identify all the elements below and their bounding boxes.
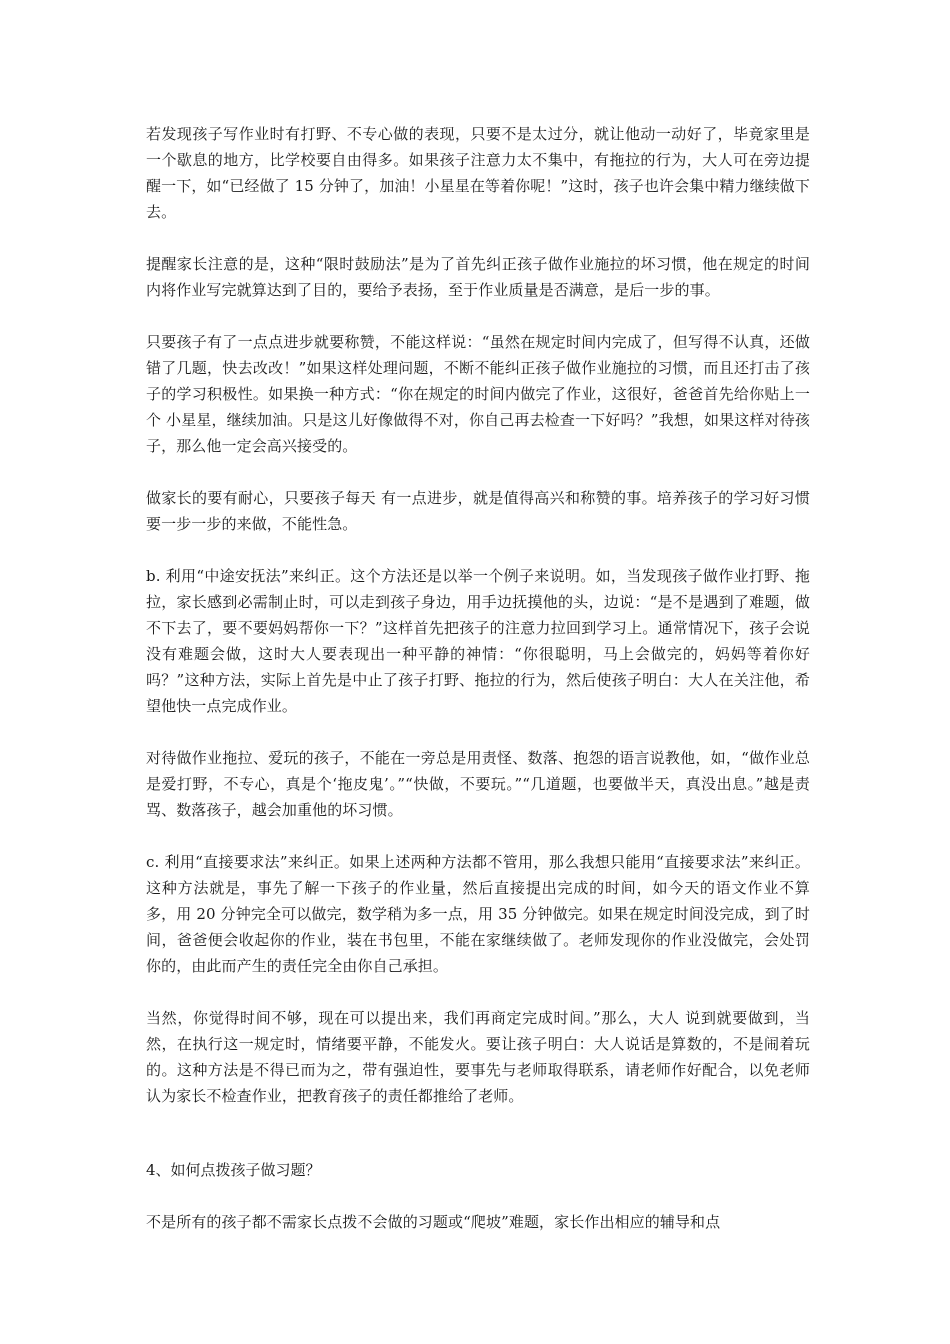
paragraph-gap [146,719,810,745]
paragraph-patience: 做家长的要有耐心，只要孩子每天 有一点进步，就是值得高兴和称赞的事。培养孩子的学习好习惯要一步一步的来做，不能性急。 [146,489,810,533]
paragraph-gap [146,1183,810,1209]
paragraph-gap [146,979,810,1005]
paragraph-gap [146,823,810,849]
paragraph-gap [146,225,810,251]
section-gap [146,1109,810,1157]
paragraph-gap [146,459,810,485]
paragraph-method-c: c. 利用“直接要求法”来纠正。如果上述两种方法都不管用，那么我想只能用“直接要求法”来纠正。这种方法就是，事先了解一下孩子的作业量，然后直接提出完成的时间，如今天的语文作业不算多，用 20 分钟完全可以做完，数学稍为多一点，用 35 分钟做完。如果在规定时间没完成，到了时间，爸爸便会收起你的作业，装在书包里，不能在家继续做了。老师发现你的作业没做完，会处罚你的，由此而产生的责任完全由你自己承担。 [146,853,810,975]
paragraph-gap [146,537,810,563]
paragraph-timed-encouragement: 若发现孩子写作业时有打野、不专心做的表现，只要不是太过分，就让他动一动好了，毕竟家里是一个歇息的地方，比学校要自由得多。如果孩子注意力太不集中，有拖拉的行为，大人可在旁边提醒一下，如“已经做了 15 分钟了，加油！小星星在等着你呢！”这时，孩子也许会集中精力继续做下去。 [146,125,810,221]
paragraph-gap [146,303,810,329]
paragraph-guidance: 不是所有的孩子都不需家长点拨不会做的习题或“爬坡”难题，家长作出相应的辅导和点 [146,1213,721,1231]
paragraph-parent-reminder: 提醒家长注意的是，这种“限时鼓励法”是为了首先纠正孩子做作业施拉的坏习惯，他在规定的时间内将作业写完就算达到了目的，要给予表扬，至于作业质量是否满意，是后一步的事。 [146,255,810,299]
paragraph-praise-progress: 只要孩子有了一点点进步就要称赞，不能这样说：“虽然在规定时间内完成了，但写得不认真，还做错了几题，快去改改！”如果这样处理问题，不断不能纠正孩子做作业施拉的习惯，而且还打击了孩子的学习积极性。如果换一种方式：“你在规定的时间内做完了作业，这很好，爸爸首先给你贴上一个 小星星，继续加油。只是这儿好像做得不对，你自己再去检查一下好吗？”我想，如果这样对待孩子，那么他一定会高兴接受的。 [146,333,810,455]
paragraph-no-scolding: 对待做作业拖拉、爱玩的孩子，不能在一旁总是用责怪、数落、抱怨的语言说教他，如，“做作业总是爱打野，不专心，真是个‘拖皮鬼’。”“快做，不要玩。”“几道题，也要做半天，真没出息。”越是责骂、数落孩子，越会加重他的坏习惯。 [146,749,810,819]
document-body [146,121,810,1235]
paragraph-method-b: b. 利用“中途安抚法”来纠正。这个方法还是以举一个例子来说明。如，当发现孩子做作业打野、拖拉，家长感到必需制止时，可以走到孩子身边，用手边抚摸他的头，边说：“是不是遇到了难题，做不下去了，要不要妈妈帮你一下？”这样首先把孩子的注意力拉回到学习上。通常情况下，孩子会说没有难题会做，这时大人要表现出一种平静的神情：“你很聪明，马上会做完的，妈妈等着你好吗？”这种方法，实际上首先是中止了孩子打野、拖拉的行为，然后使孩子明白：大人在关注他，希望他快一点完成作业。 [146,567,810,715]
paragraph-follow-through: 当然，你觉得时间不够，现在可以提出来，我们再商定完成时间。”那么，大人 说到就要做到，当然，在执行这一规定时，情绪要平静，不能发火。要让孩子明白：大人说话是算数的，不是闹着玩的。这种方法是不得已而为之，带有强迫性，要事先与老师取得联系，请老师作好配合，以免老师认为家长不检查作业，把教育孩子的责任都推给了老师。 [146,1009,810,1105]
section-heading: 4、如何点拨孩子做习题？ [146,1161,321,1179]
